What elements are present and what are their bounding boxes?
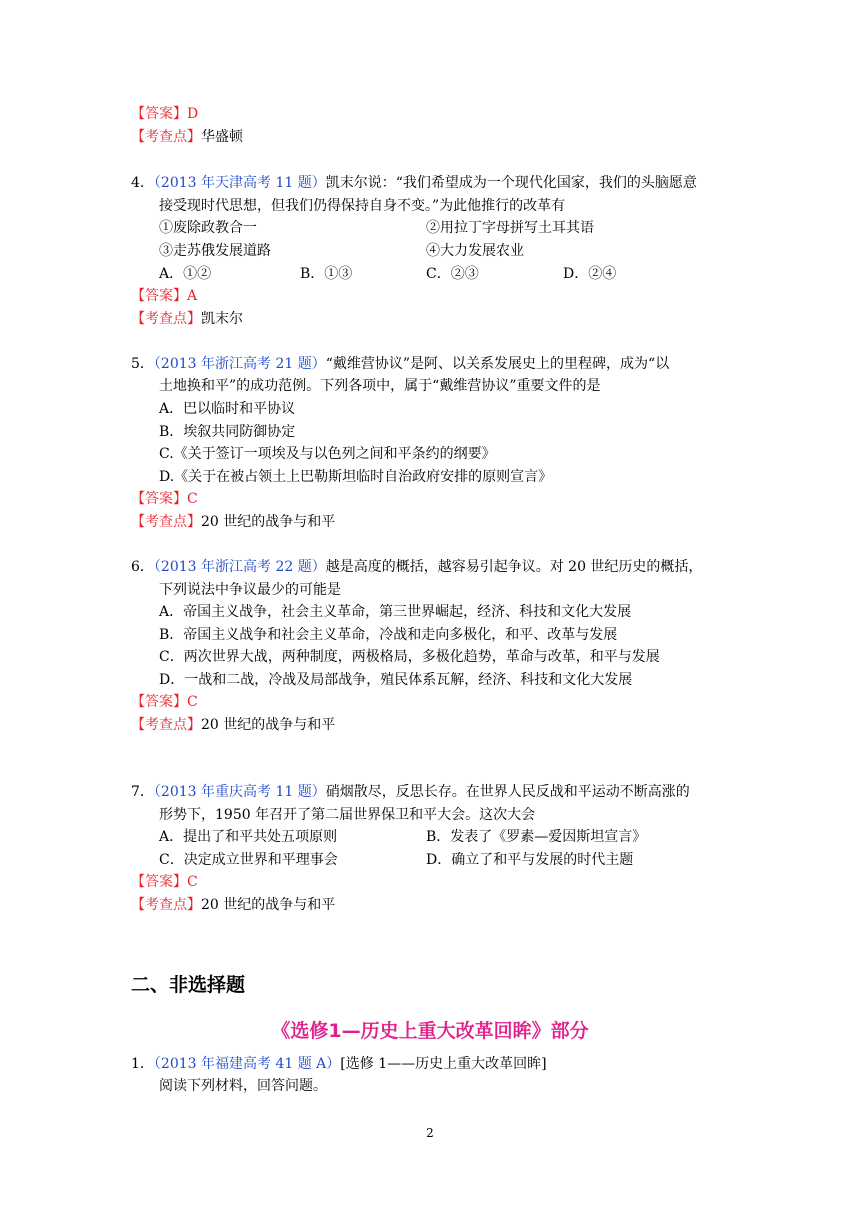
answer-value: C <box>187 694 198 710</box>
question-b1-line-2: 阅读下列材料，回答问题。 <box>159 1078 327 1094</box>
answer-value: D <box>187 106 199 122</box>
question-4-answer <box>131 286 197 306</box>
question-4-option-b: B．①③ <box>300 266 353 282</box>
question-number: 1． <box>131 1056 154 1072</box>
question-source: （2013 年浙江高考 21 题） <box>153 356 326 372</box>
question-5-option-a: A．巴以临时和平协议 <box>159 401 296 417</box>
question-5-option-b: B．埃叙共同防御协定 <box>159 424 296 440</box>
question-7-answer <box>131 872 198 892</box>
question-source: （2013 年天津高考 11 题） <box>153 175 326 191</box>
question-7-line-1 <box>131 782 690 802</box>
question-4-item-1: ①废除政教合一 <box>159 220 257 236</box>
answer-label: 【答案】 <box>131 288 187 304</box>
question-7-option-d: D．确立了和平与发展的时代主题 <box>426 852 634 868</box>
question-5-line-2: 土地换和平”的成功范例。下列各项中，属于“戴维营协议”重要文件的是 <box>159 378 601 394</box>
question-6-line-2: 下列说法中争议最少的可能是 <box>159 582 341 598</box>
question-5-option-c: C.《关于签订一项埃及与以色列之间和平条约的纲要》 <box>159 446 496 462</box>
question-b1-line-1 <box>131 1054 547 1074</box>
question-7-option-b: B．发表了《罗素—爱因斯坦宣言》 <box>426 829 647 845</box>
page-number: 2 <box>426 1126 434 1140</box>
question-6-point <box>131 715 335 735</box>
question-6-option-b: B．帝国主义战争和社会主义革命，冷战和走向多极化，和平、改革与发展 <box>159 627 618 643</box>
section-subtitle: 《选修1—历史上重大改革回眸》部分 <box>271 1020 589 1042</box>
point-line <box>131 127 243 147</box>
question-text: 凯末尔说：“我们希望成为一个现代化国家，我们的头脑愿意 <box>325 175 697 191</box>
point-label: 【考查点】 <box>131 129 201 145</box>
question-4-option-c: C．②③ <box>426 266 479 282</box>
question-text: 硝烟散尽，反思长存。在世界人民反战和平运动不断高涨的 <box>325 784 690 800</box>
question-number: 4． <box>131 175 154 191</box>
section-title: 二、非选择题 <box>131 974 246 996</box>
question-6-option-a: A．帝国主义战争，社会主义革命，第三世界崛起，经济、科技和文化大发展 <box>159 604 632 620</box>
question-6-option-d: D．一战和二战，冷战及局部战争，殖民体系瓦解，经济、科技和文化大发展 <box>159 672 633 688</box>
question-4-line-1 <box>131 173 697 193</box>
question-4-item-2: ②用拉丁字母拼写土耳其语 <box>426 220 594 236</box>
point-label: 【考查点】 <box>131 311 201 327</box>
question-text: 越是高度的概括，越容易引起争议。对 20 世纪历史的概括， <box>325 559 703 575</box>
question-4-option-d: D．②④ <box>563 266 617 282</box>
question-number: 5． <box>131 356 154 372</box>
question-number: 7． <box>131 784 154 800</box>
question-5-point <box>131 512 335 532</box>
question-source: （2013 年浙江高考 22 题） <box>153 559 326 575</box>
answer-label: 【答案】 <box>131 491 187 507</box>
question-7-option-a: A．提出了和平共处五项原则 <box>159 829 338 845</box>
question-text: “戴维营协议”是阿、以关系发展史上的里程碑，成为“以 <box>325 356 670 372</box>
question-5-answer <box>131 489 198 509</box>
point-label: 【考查点】 <box>131 514 201 530</box>
question-source: （2013 年重庆高考 11 题） <box>153 784 326 800</box>
point-label: 【考查点】 <box>131 897 201 913</box>
answer-label: 【答案】 <box>131 694 187 710</box>
point-label: 【考查点】 <box>131 717 201 733</box>
question-4-point <box>131 309 243 329</box>
point-value: 20 世纪的战争与和平 <box>201 897 336 913</box>
question-7-line-2: 形势下，1950 年召开了第二届世界保卫和平大会。这次大会 <box>159 807 536 823</box>
question-4-line-2: 接受现时代思想，但我们仍得保持自身不变。”为此他推行的改革有 <box>159 198 566 214</box>
question-source: （2013 年福建高考 41 题 A） <box>153 1056 341 1072</box>
answer-value: C <box>187 874 198 890</box>
question-5-line-1 <box>131 354 669 374</box>
question-4-item-3: ③走苏俄发展道路 <box>159 243 271 259</box>
answer-value: C <box>187 491 198 507</box>
question-5-option-d: D.《关于在被占领土上巴勒斯坦临时自治政府安排的原则宣言》 <box>159 469 553 485</box>
question-4-item-4: ④大力发展农业 <box>426 243 524 259</box>
answer-value: A <box>187 288 198 304</box>
question-7-option-c: C．决定成立世界和平理事会 <box>159 852 338 868</box>
answer-label: 【答案】 <box>131 106 187 122</box>
point-value: 20 世纪的战争与和平 <box>201 514 336 530</box>
answer-label: 【答案】 <box>131 874 187 890</box>
question-6-option-c: C．两次世界大战，两种制度，两极格局，多极化趋势，革命与改革，和平与发展 <box>159 649 660 665</box>
answer-line <box>131 104 198 124</box>
point-value: 20 世纪的战争与和平 <box>201 717 336 733</box>
question-7-point <box>131 895 335 915</box>
question-number: 6． <box>131 559 154 575</box>
question-6-answer <box>131 692 198 712</box>
question-text: [选修 1——历史上重大改革回眸] <box>340 1056 547 1072</box>
question-4-option-a: A．①② <box>159 266 212 282</box>
point-value: 凯末尔 <box>201 311 243 327</box>
question-6-line-1 <box>131 557 702 577</box>
point-value: 华盛顿 <box>201 129 243 145</box>
